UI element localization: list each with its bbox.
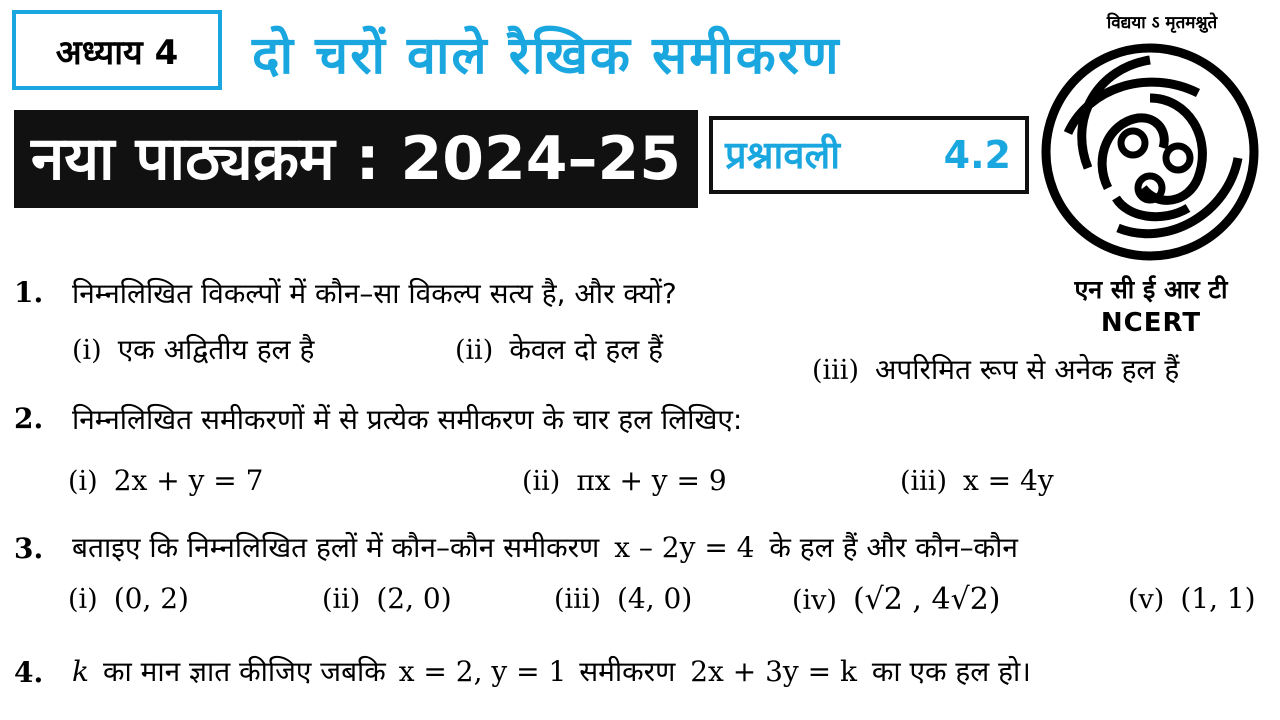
- equation: πx + y = 9: [576, 464, 727, 497]
- logo-name-hindi: एन सी ई आर टी: [1074, 275, 1228, 304]
- option-number: (ii): [322, 584, 361, 615]
- question-text-part: का एक हल हो।: [871, 655, 1031, 688]
- option: [72, 330, 314, 368]
- question-number: 1.: [14, 276, 44, 309]
- option-number: (i): [72, 335, 102, 366]
- question-text-part: के हल हैं और कौन–कौन: [769, 531, 1018, 564]
- question-text: निम्नलिखित विकल्पों में कौन–सा विकल्प सत्य है, और क्यों?: [72, 277, 677, 310]
- question-number: 2.: [14, 402, 44, 435]
- solution-point: (1, 1): [1180, 582, 1256, 615]
- option: [455, 330, 663, 368]
- option: [554, 582, 692, 615]
- option-number: (iii): [812, 355, 859, 386]
- equation: x = 2, y = 1: [398, 655, 567, 688]
- equation: 2x + y = 7: [113, 464, 264, 497]
- option-number: (iii): [900, 466, 947, 497]
- exercise-label: प्रश्नावली: [725, 133, 841, 177]
- option: [812, 350, 1179, 388]
- option-number: (ii): [455, 335, 494, 366]
- question-number: 3.: [14, 532, 44, 565]
- solution-point: (√2 , 4√2): [852, 582, 1001, 617]
- solution-point: (2, 0): [376, 582, 452, 615]
- option-number: (iv): [792, 585, 837, 616]
- option-number: (v): [1128, 584, 1165, 615]
- option-number: (iii): [554, 584, 601, 615]
- option-number: (ii): [522, 466, 561, 497]
- syllabus-banner: नया पाठ्यक्रम : 2024–25: [14, 110, 698, 208]
- question-text: [72, 528, 1018, 566]
- option-text: केवल दो हल हैं: [509, 333, 663, 366]
- page-title: दो चरों वाले रैखिक समीकरण: [252, 26, 841, 86]
- equation: 2x + 3y = k: [690, 655, 857, 688]
- question-text: [72, 652, 1031, 690]
- exercise-box: [709, 116, 1029, 194]
- option-text: एक अद्वितीय हल है: [117, 333, 315, 366]
- question-text-part: का मान ज्ञात कीजिए जबकि: [102, 655, 386, 688]
- option: [322, 582, 452, 615]
- option-text: अपरिमित रूप से अनेक हल हैं: [874, 353, 1180, 386]
- option-number: (i): [68, 584, 98, 615]
- question-text: निम्नलिखित समीकरणों में से प्रत्येक समीकरण के चार हल लिखिए:: [72, 403, 743, 436]
- logo-name-english: NCERT: [1100, 308, 1202, 338]
- logo-motto: विद्यया ऽ मृतमश्नुते: [1106, 13, 1218, 33]
- variable: k: [72, 655, 89, 688]
- solution-point: (0, 2): [113, 582, 189, 615]
- option: [900, 464, 1054, 497]
- option: [68, 582, 189, 615]
- option: [1128, 582, 1256, 615]
- option: [792, 582, 1000, 617]
- ncert-logo-icon: [1038, 38, 1262, 266]
- solution-point: (4, 0): [616, 582, 693, 615]
- option: [68, 464, 263, 497]
- option-number: (i): [68, 466, 98, 497]
- question-number: 4.: [14, 656, 44, 689]
- question-text-part: समीकरण: [579, 655, 676, 688]
- chapter-label: अध्याय 4: [55, 33, 179, 73]
- equation: x – 2y = 4: [614, 531, 755, 564]
- equation: x = 4y: [962, 464, 1054, 497]
- question-text-part: बताइए कि निम्नलिखित हलों में कौन–कौन समीकरण: [72, 531, 600, 564]
- chapter-badge: [12, 10, 222, 90]
- exercise-number: 4.2: [943, 133, 1011, 177]
- option: [522, 464, 727, 497]
